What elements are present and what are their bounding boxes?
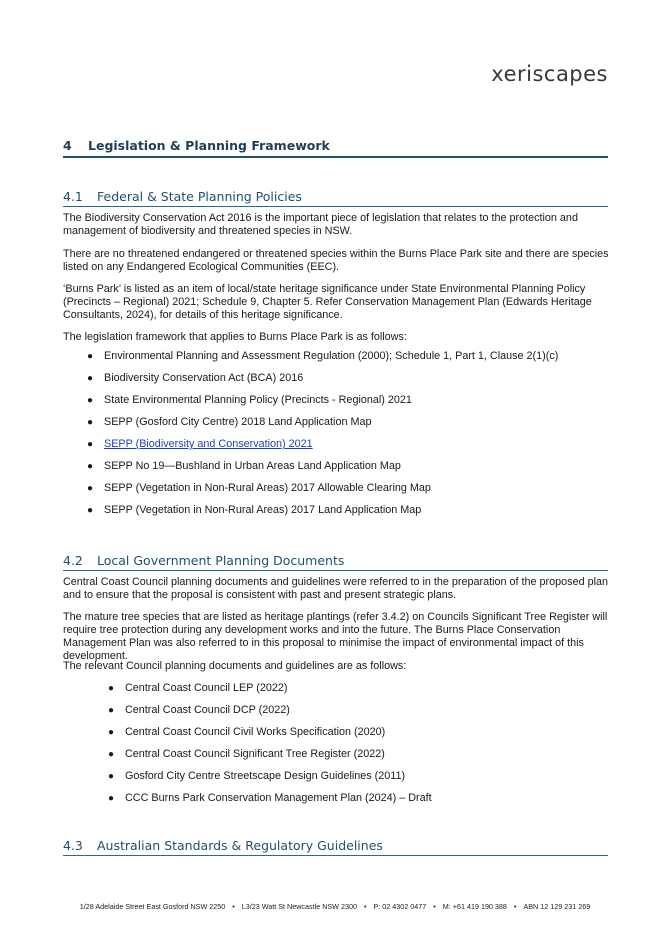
section-number: 4.3 [63,838,83,853]
list-item: ● Environmental Planning and Assessment Regulation (2000); Schedule 1, Part 1, Clause 2(1)(c) [87,350,559,362]
section-number: 4.1 [63,189,83,204]
footer-address-newcastle: L3/23 Watt St Newcastle NSW 2300 [241,902,357,911]
list-item: ● CCC Burns Park Conservation Management Plan (2024) – Draft [108,792,432,804]
bullet-icon: ● [108,727,115,738]
bullet-icon: ● [87,505,94,516]
section-title: Australian Standards & Regulatory Guidelines [97,838,383,853]
footer-separator: • [363,902,367,911]
list-item: ● SEPP (Vegetation in Non-Rural Areas) 2017 Allowable Clearing Map [87,482,431,494]
footer-phone: P: 02 4302 0477 [373,902,427,911]
xeriscapes-logo: xeriscapes [491,62,608,86]
paragraph: ‘Burns Park’ is listed as an item of local/state heritage significance under State Environmental Planning Policy (Precincts – Regional) 2021; Schedule 9, Chapter 5. Refer Conservation Management Plan (Edwards Heritage Consultants, 2024), for details of this heritage significance. [63,283,592,321]
bullet-icon: ● [87,461,94,472]
paragraph: The Biodiversity Conservation Act 2016 is the important piece of legislation that relates to the protection and management of biodiversity and threatened species in NSW. [63,212,578,237]
page-footer [0,902,670,911]
bullet-icon: ● [87,373,94,384]
council-documents-list [0,682,432,814]
list-item [0,438,558,460]
bullet-icon: ● [108,705,115,716]
sepp-biodiversity-link[interactable]: SEPP (Biodiversity and Conservation) 2021 [104,438,313,450]
bullet-icon: ● [108,683,115,694]
list-item: ● Gosford City Centre Streetscape Design Guidelines (2011) [108,770,406,782]
legislation-list [0,350,558,526]
paragraph: The legislation framework that applies to Burns Place Park is as follows: [63,331,407,343]
list-item: ● Central Coast Council LEP (2022) [108,682,288,694]
bullet-icon: ● [108,749,115,760]
bullet-icon: ● [108,793,115,804]
bullet-icon: ● [87,395,94,406]
bullet-icon: ● [87,417,94,428]
section-number: 4.2 [63,553,83,568]
section-number: 4 [63,138,72,153]
bullet-icon: ● [87,439,94,450]
list-item: ● Biodiversity Conservation Act (BCA) 2016 [87,372,304,384]
section-4-3-heading [63,838,608,856]
bullet-icon: ● [108,771,115,782]
footer-separator: • [232,902,235,911]
footer-abn: ABN 12 129 231 269 [523,902,591,911]
list-item: ● SEPP (Vegetation in Non-Rural Areas) 2017 Land Application Map [87,504,422,516]
footer-separator: • [433,902,436,911]
section-title: Federal & State Planning Policies [97,189,302,204]
paragraph: The relevant Council planning documents and guidelines are as follows: [63,660,407,672]
list-item: ● SEPP (Gosford City Centre) 2018 Land Application Map [87,416,372,428]
bullet-icon: ● [87,351,94,362]
section-title: Legislation & Planning Framework [88,138,330,153]
section-4-2-heading [63,553,608,571]
list-item: ● Central Coast Council Civil Works Specification (2020) [108,726,386,738]
list-item: ● Central Coast Council DCP (2022) [108,704,290,716]
footer-mobile: M: +61 419 190 388 [442,902,507,911]
paragraph: Central Coast Council planning documents and guidelines were referred to in the preparation of the proposed plan and to ensure that the proposal is consistent with past and present strategic plans. [63,576,608,601]
section-4-heading [63,138,608,158]
footer-address-gosford: 1/28 Adelaide Street East Gosford NSW 2250 [79,902,226,911]
list-item: ● SEPP No 19—Bushland in Urban Areas Land Application Map [87,460,401,472]
paragraph: There are no threatened endangered or threatened species within the Burns Place Park site and there are species listed on any Endangered Ecological Communities (EEC). [63,248,609,273]
paragraph: The mature tree species that are listed as heritage plantings (refer 3.4.2) on Councils Significant Tree Register will require tree protection during any development works and into the future. The Burns Place Conservation Management Plan was also referred to in this proposal to minimise the impact of environmental impact of this development. [63,611,608,662]
list-item: ● State Environmental Planning Policy (Precincts - Regional) 2021 [87,394,412,406]
footer-separator: • [513,902,517,911]
section-title: Local Government Planning Documents [97,553,345,568]
bullet-icon: ● [87,483,94,494]
list-item: ● Central Coast Council Significant Tree Register (2022) [108,748,385,760]
section-4-1-heading [63,189,608,207]
